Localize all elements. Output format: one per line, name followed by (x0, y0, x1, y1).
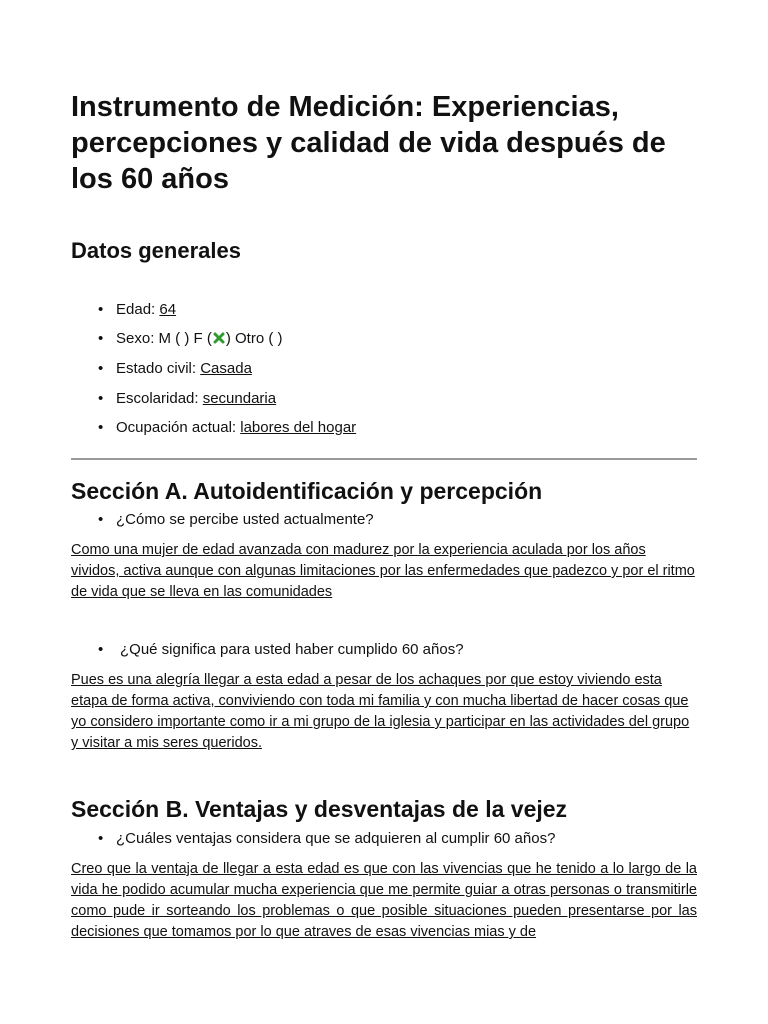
bullet-icon: • (98, 419, 104, 436)
section-a-answer-2: Pues es una alegría llegar a esta edad a pesar de los achaques por que estoy viviendo esta etapa de forma activa, conviviendo con toda mi familia y con mucha libertad de hacer cosas que yo considero importante como ir a mi grupo de la iglesia y participar en las actividades del grupo y visitar a mis seres queridos. (71, 672, 690, 751)
sexo-after: ) Otro ( ) (225, 330, 283, 347)
list-item-escolaridad (98, 390, 277, 408)
estado-value: Casada (200, 360, 252, 377)
check-x-icon (212, 331, 226, 350)
ocupacion-label: Ocupación actual: (116, 419, 241, 436)
question-text: ¿Cómo se percibe usted actualmente? (116, 511, 374, 528)
bullet-icon: • (98, 330, 104, 347)
estado-label: Estado civil: (116, 360, 201, 377)
escolaridad-value: secundaria (202, 390, 277, 407)
datos-generales-heading: Datos generales (71, 238, 241, 263)
edad-label: Edad: (116, 301, 160, 318)
escolaridad-label: Escolaridad: (116, 390, 203, 407)
section-b-answer-1: Creo que la ventaja de llegar a esta edad es que con las vivencias que he tenido a lo largo de la vida he podido acumular mucha experiencia que me permite guiar a otras personas o transmitirle como pude ir sorteando los problemas o que posible situaciones pueden presentarse por las decisiones que tomamos por lo que atraves de esas vivencias mias y de (71, 861, 697, 940)
edad-value: 64 (159, 301, 177, 318)
bullet-icon: • (98, 511, 104, 528)
section-divider (71, 458, 697, 460)
list-item-estado-civil (98, 360, 252, 378)
list-item-edad (98, 301, 177, 319)
sexo-label: Sexo: M ( ) F ( (116, 330, 212, 347)
bullet-icon: • (98, 390, 104, 407)
section-a-heading: Sección A. Autoidentificación y percepción (71, 478, 543, 504)
question-text: ¿Qué significa para usted haber cumplido 60 años? (120, 641, 464, 658)
ocupacion-value: labores del hogar (240, 419, 357, 436)
bullet-icon: • (98, 301, 104, 318)
list-item-ocupacion (98, 419, 357, 437)
bullet-icon: • (98, 360, 104, 377)
section-a-question-1 (98, 511, 374, 529)
section-b-question-1 (98, 830, 556, 848)
section-a-question-2 (98, 641, 464, 659)
bullet-icon: • (98, 641, 104, 658)
section-b-heading: Sección B. Ventajas y desventajas de la vejez (71, 796, 568, 822)
page-title: Instrumento de Medición: Experiencias, percepciones y calidad de vida después de los 60 años (71, 91, 666, 195)
list-item-sexo (98, 330, 283, 350)
section-a-answer-1: Como una mujer de edad avanzada con madurez por la experiencia aculada por los años vividos, activa aunque con algunas limitaciones por las enfermedades que padezco y por el ritmo de vida que se lleva en las comunidades (71, 542, 695, 600)
question-text: ¿Cuáles ventajas considera que se adquieren al cumplir 60 años? (116, 830, 556, 847)
bullet-icon: • (98, 830, 104, 847)
